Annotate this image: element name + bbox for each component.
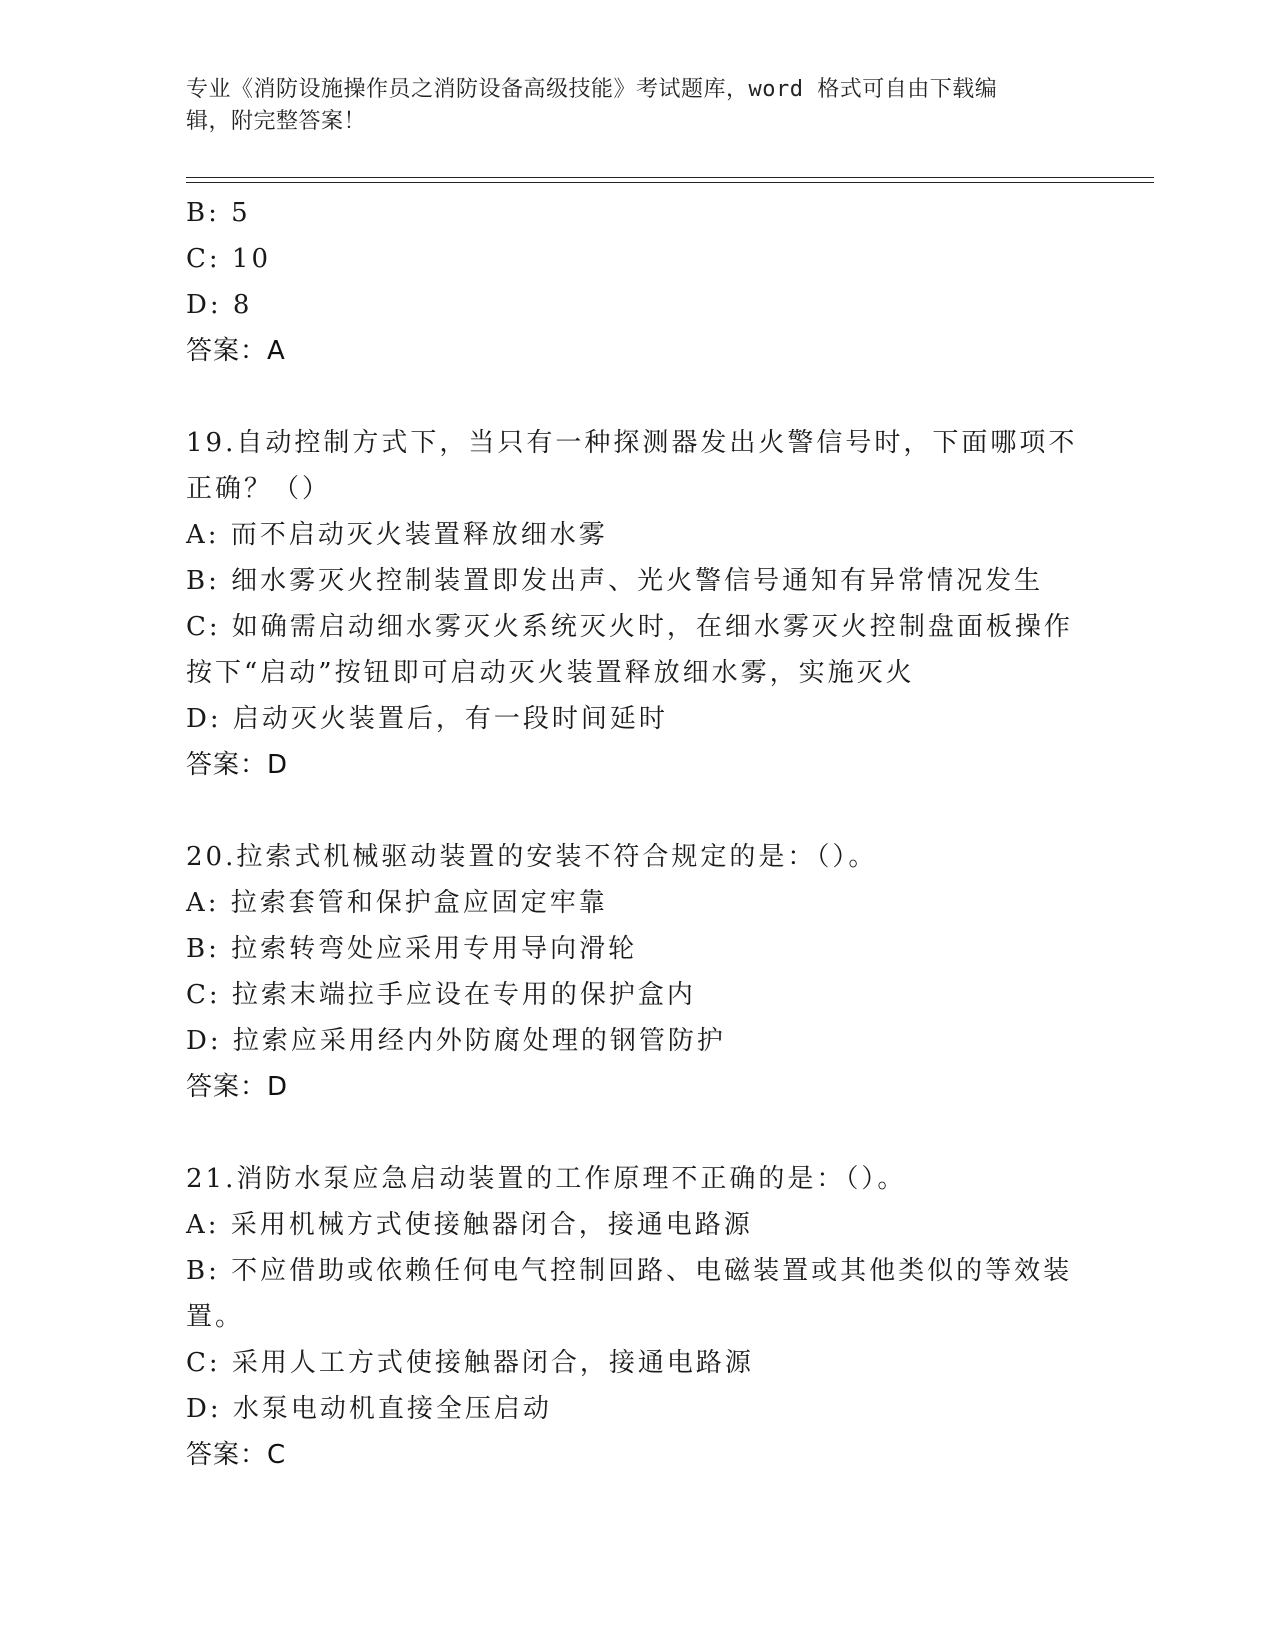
document-header — [186, 74, 1066, 138]
option-b-continued: 置。 — [186, 1302, 245, 1332]
option-d: D: 启动灭火装置后，有一段时间延时 — [186, 704, 668, 734]
question-21 — [186, 1156, 1086, 1478]
header-divider-top — [186, 177, 1154, 178]
option-d: D: 水泵电动机直接全压启动 — [186, 1394, 552, 1424]
option-d: D: 拉索应采用经内外防腐处理的钢管防护 — [186, 1026, 726, 1056]
answer-line: 答案：D — [186, 750, 289, 780]
option-c: C: 采用人工方式使接触器闭合，接通电路源 — [186, 1348, 754, 1378]
option-c: C: 拉索末端拉手应设在专用的保护盒内 — [186, 980, 696, 1010]
option-c: C: 如确需启动细水雾灭火系统灭火时，在细水雾灭火控制盘面板操作 — [186, 612, 1073, 642]
question-20 — [186, 834, 1086, 1110]
answer-line: 答案：A — [186, 336, 286, 366]
question-stem-continued: 正确？（） — [186, 474, 332, 504]
option-b: B: 拉索转弯处应采用专用导向滑轮 — [186, 934, 638, 964]
option-a: A: 拉索套管和保护盒应固定牢靠 — [186, 888, 608, 918]
answer-line: 答案：D — [186, 1072, 289, 1102]
question-list — [186, 190, 1086, 1478]
option-b: B: 5 — [186, 198, 251, 228]
option-b: B: 不应借助或依赖任何电气控制回路、电磁装置或其他类似的等效装 — [186, 1256, 1073, 1286]
header-divider-bottom — [186, 182, 1154, 183]
option-d: D: 8 — [186, 290, 253, 320]
option-b: B: 细水雾灭火控制装置即发出声、光火警信号通知有异常情况发生 — [186, 566, 1044, 596]
answer-line: 答案：C — [186, 1440, 287, 1470]
question-stem: 19.自动控制方式下，当只有一种探测器发出火警信号时，下面哪项不 — [186, 428, 1078, 458]
option-c: C: 10 — [186, 244, 272, 274]
question-stem: 21.消防水泵应急启动装置的工作原理不正确的是：（）。 — [186, 1164, 907, 1194]
option-a: A: 采用机械方式使接触器闭合，接通电路源 — [186, 1210, 753, 1240]
option-a: A: 而不启动灭火装置释放细水雾 — [186, 520, 608, 550]
header-title-line-2: 辑，附完整答案！ — [186, 109, 367, 134]
header-title-line-1: 专业《消防设施操作员之消防设备高级技能》考试题库，word 格式可自由下载编 — [186, 77, 998, 102]
option-c-continued: 按下“启动”按钮即可启动灭火装置释放细水雾，实施灭火 — [186, 658, 915, 688]
prev-question-tail — [186, 190, 1086, 374]
question-stem: 20.拉索式机械驱动装置的安装不符合规定的是：（）。 — [186, 842, 878, 872]
question-19 — [186, 420, 1086, 788]
